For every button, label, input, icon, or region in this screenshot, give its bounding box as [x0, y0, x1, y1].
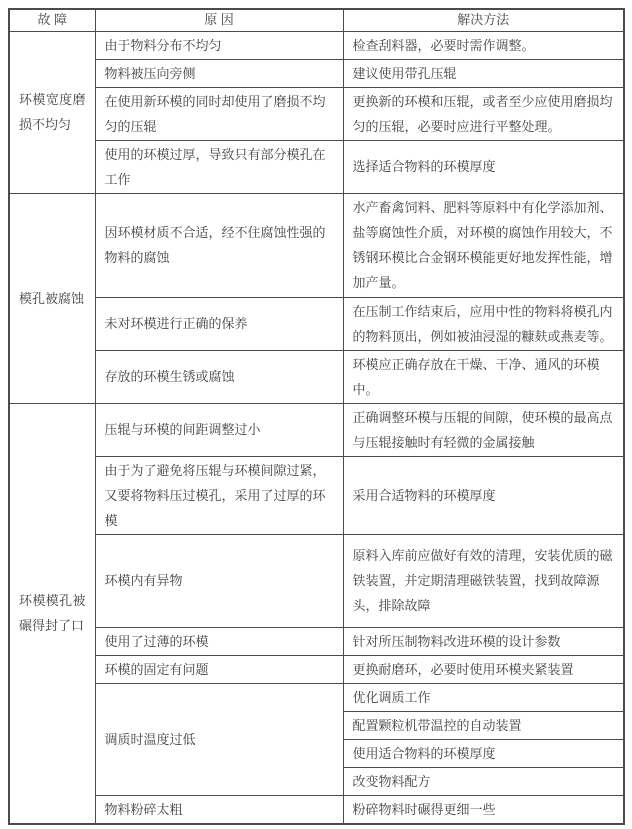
table-row	[9, 456, 624, 534]
solution-cell: 配置颗粒机带温控的自动装置	[343, 711, 624, 739]
cause-cell: 存放的环模生锈或腐蚀	[95, 350, 343, 403]
solution-cell: 检查刮料器，必要时需作调整。	[343, 31, 624, 59]
cause-cell: 调质时温度过低	[95, 683, 343, 795]
table-row	[9, 683, 624, 711]
solution-cell: 原料入库前应做好有效的清理，安装优质的磁铁装置，并定期清理磁铁装置，找到故障源头，排除故障	[343, 534, 624, 627]
troubleshooting-table	[8, 8, 625, 825]
cause-cell: 物料被压向旁侧	[95, 59, 343, 87]
solution-cell: 改变物料配方	[343, 767, 624, 795]
table-row	[9, 140, 624, 193]
table-row	[9, 350, 624, 403]
table-row	[9, 534, 624, 627]
cause-cell: 使用的环模过厚，导致只有部分模孔在工作	[95, 140, 343, 193]
solution-cell: 使用适合物料的环模厚度	[343, 739, 624, 767]
cause-cell: 物料粉碎太粗	[95, 795, 343, 824]
solution-cell: 更换新的环模和压辊，或者至少应使用磨损均匀的压辊，必要时应进行平整处理。	[343, 87, 624, 140]
header-fault: 故 障	[9, 9, 95, 31]
table-row	[9, 193, 624, 297]
solution-cell: 在压制工作结束后，应用中性的物料将模孔内的物料顶出，例如被油浸湿的糠麸或燕麦等。	[343, 297, 624, 350]
solution-cell: 优化调质工作	[343, 683, 624, 711]
solution-cell: 水产畜禽饲料、肥料等原料中有化学添加剂、盐等腐蚀性介质，对环模的腐蚀作用较大，不锈钢环模比合金钢环模能更好地发挥性能，增加产量。	[343, 193, 624, 297]
fault-cell: 环模模孔被碾得封了口	[9, 403, 95, 824]
solution-cell: 正确调整环模与压辊的间隙，使环模的最高点与压辊接触时有轻微的金属接触	[343, 403, 624, 456]
cause-cell: 环模的固定有问题	[95, 655, 343, 683]
cause-cell: 压辊与环模的间距调整过小	[95, 403, 343, 456]
fault-cell: 模孔被腐蚀	[9, 193, 95, 403]
solution-cell: 建议使用带孔压辊	[343, 59, 624, 87]
cause-cell: 未对环模进行正确的保养	[95, 297, 343, 350]
solution-cell: 选择适合物料的环模厚度	[343, 140, 624, 193]
table-row	[9, 31, 624, 59]
fault-cell: 环模宽度磨损不均匀	[9, 31, 95, 193]
header-row	[9, 9, 624, 31]
cause-cell: 由于物料分布不均匀	[95, 31, 343, 59]
solution-cell: 粉碎物料时碾得更细一些	[343, 795, 624, 824]
table-row	[9, 655, 624, 683]
table-row	[9, 59, 624, 87]
table-row	[9, 87, 624, 140]
cause-cell: 环模内有异物	[95, 534, 343, 627]
table-row	[9, 627, 624, 655]
cause-cell: 因环模材质不合适，经不住腐蚀性强的物料的腐蚀	[95, 193, 343, 297]
solution-cell: 更换耐磨环，必要时使用环模夹紧装置	[343, 655, 624, 683]
solution-cell: 环模应正确存放在干燥、干净、通风的环模中。	[343, 350, 624, 403]
header-solution: 解决方法	[343, 9, 624, 31]
solution-cell: 针对所压制物料改进环模的设计参数	[343, 627, 624, 655]
cause-cell: 由于为了避免将压辊与环模间隙过紧，又要将物料压过模孔，采用了过厚的环模	[95, 456, 343, 534]
header-cause: 原 因	[95, 9, 343, 31]
table-row	[9, 403, 624, 456]
solution-cell: 采用合适物料的环模厚度	[343, 456, 624, 534]
cause-cell: 在使用新环模的同时却使用了磨损不均匀的压辊	[95, 87, 343, 140]
table-row	[9, 795, 624, 824]
cause-cell: 使用了过薄的环模	[95, 627, 343, 655]
table-row	[9, 297, 624, 350]
